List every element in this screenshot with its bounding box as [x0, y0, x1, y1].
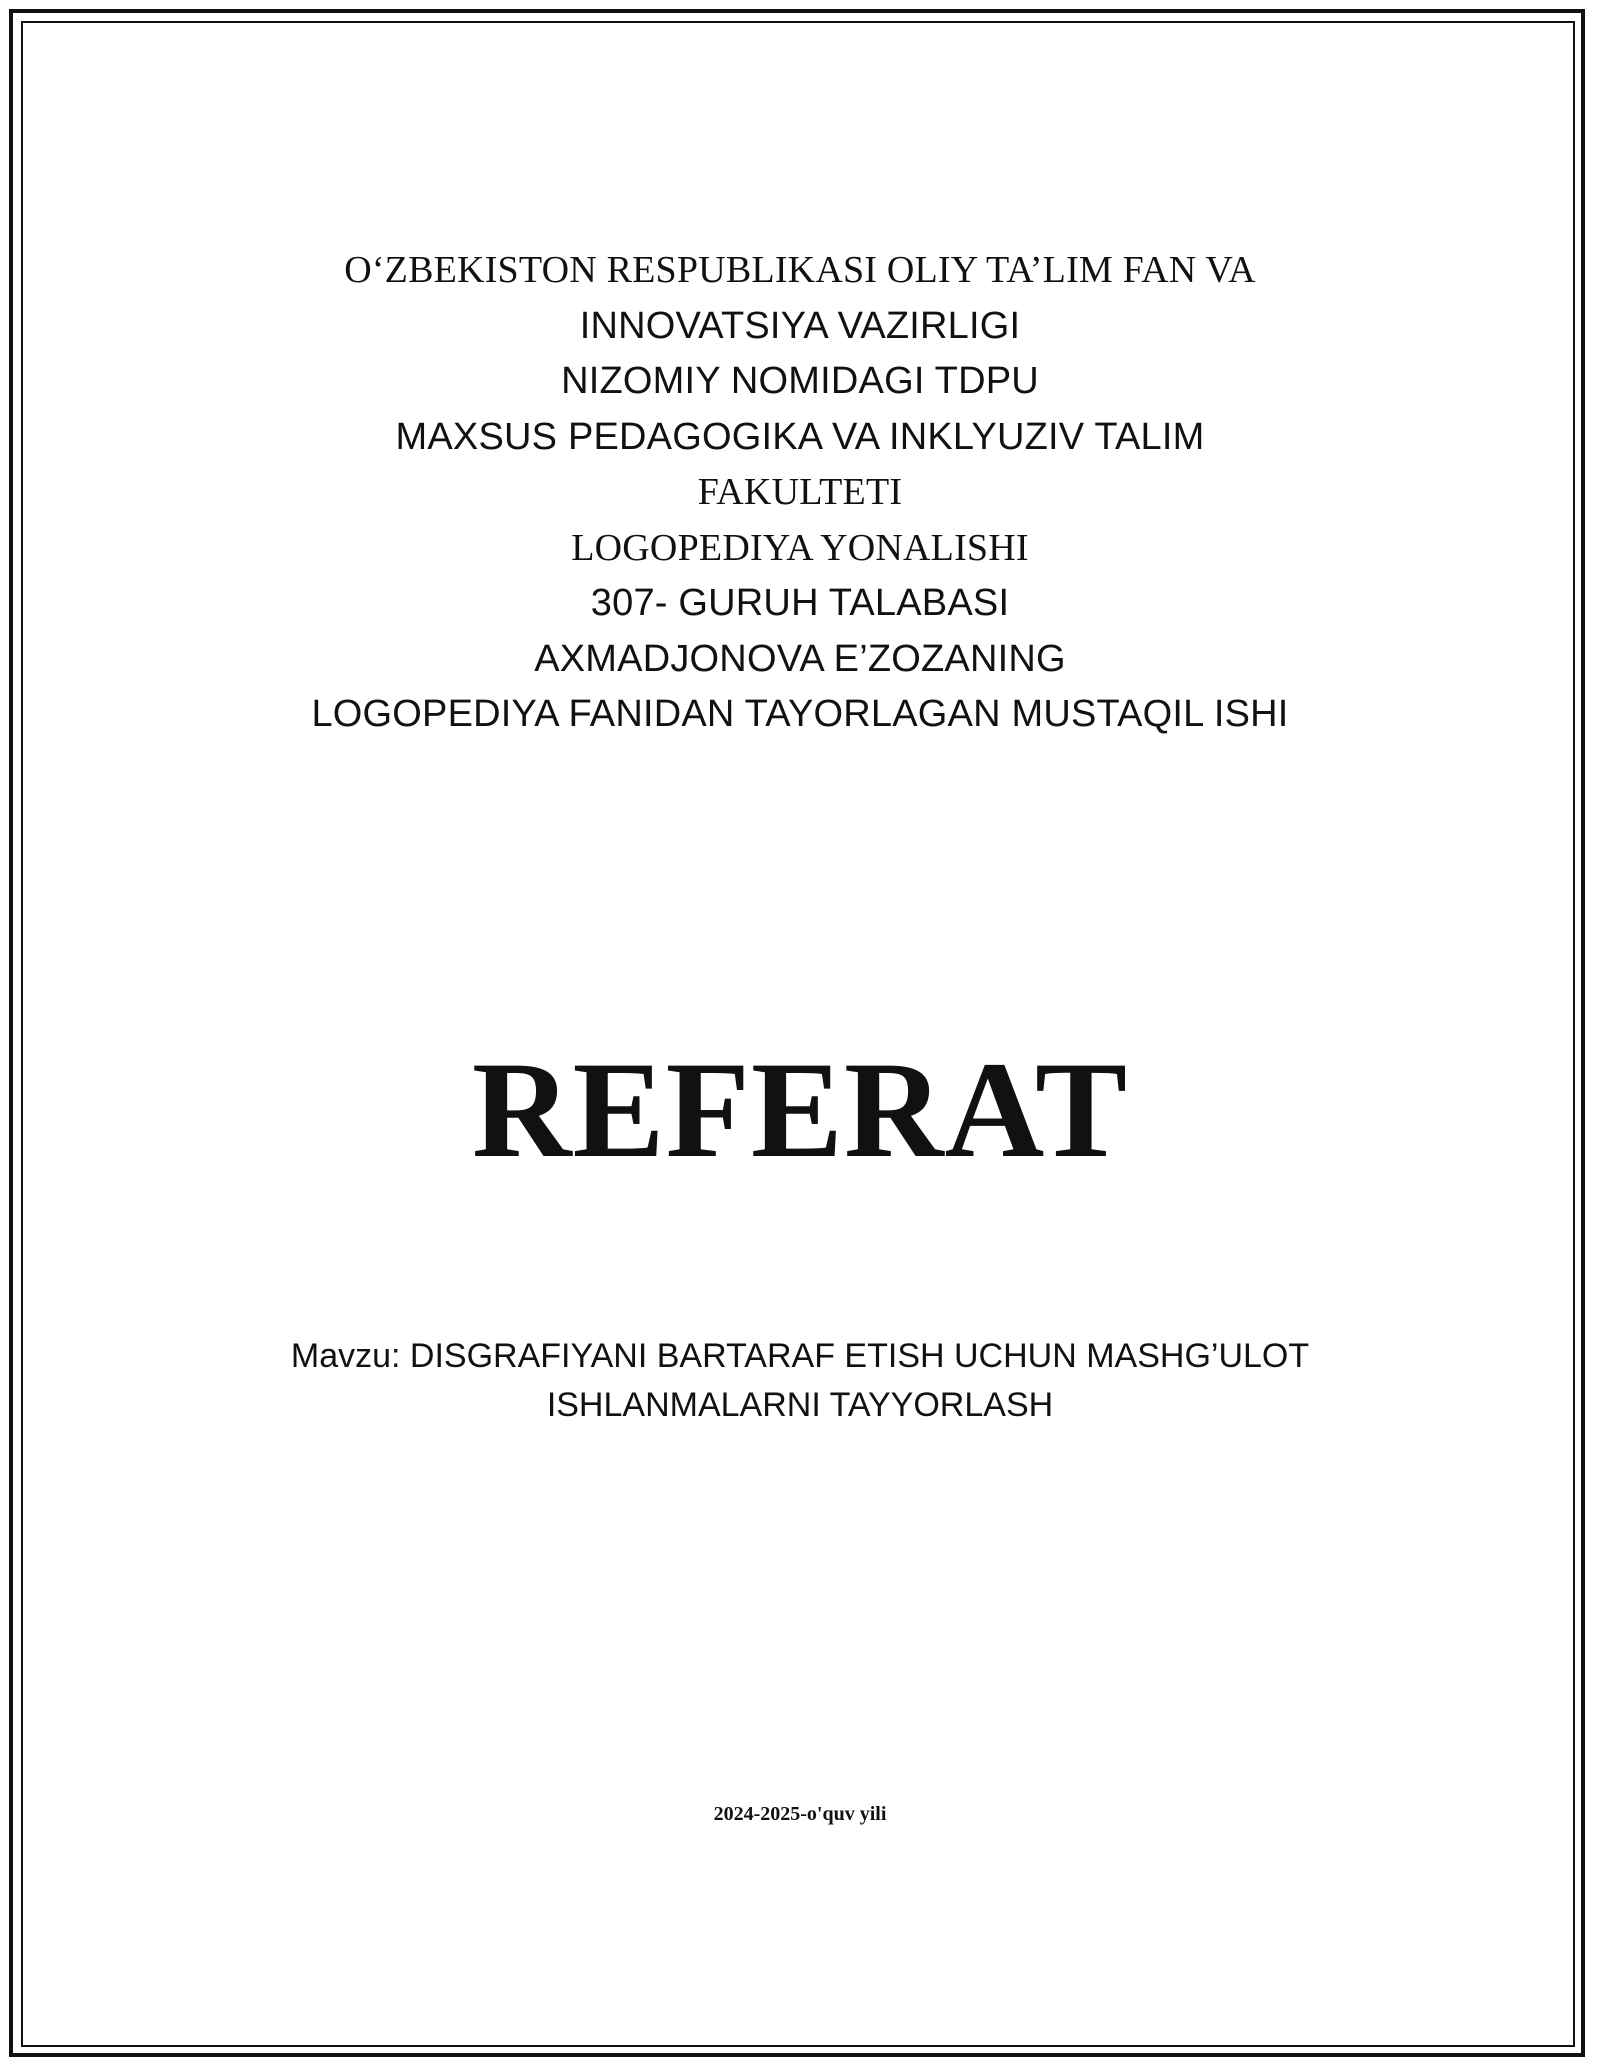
header-line-ministry-2: INNOVATSIYA VAZIRLIGI [579, 304, 1021, 347]
header-line-work-type: LOGOPEDIYA FANIDAN TAYORLAGAN MUSTAQIL ISHI [311, 693, 1289, 735]
document-title: REFERAT [471, 1033, 1129, 1186]
header-line-faculty-2: FAKULTETI [697, 471, 903, 513]
header-line-group: 307- GURUH TALABASI [590, 582, 1010, 624]
academic-year: 2024-2025-o'quv yili [713, 1803, 887, 1825]
institution-header [0, 243, 1600, 743]
header-line-direction: LOGOPEDIYA YONALISHI [571, 526, 1029, 569]
header-line-faculty-1: MAXSUS PEDAGOGIKA VA INKLYUZIV TALIM [395, 415, 1205, 458]
topic-block [0, 1332, 1600, 1430]
header-line-ministry-1: O‘ZBEKISTON RESPUBLIKASI OLIY TA’LIM FAN VA [344, 249, 1256, 291]
header-line-university: NIZOMIY NOMIDAGI TDPU [561, 360, 1039, 402]
topic-line-2: ISHLANMALARNI TAYYORLASH [546, 1386, 1054, 1424]
topic-line-1: Mavzu: DISGRAFIYANI BARTARAF ETISH UCHUN MASHG’ULOT [290, 1337, 1310, 1375]
header-line-student: AXMADJONOVA E’ZOZANING [534, 637, 1066, 680]
